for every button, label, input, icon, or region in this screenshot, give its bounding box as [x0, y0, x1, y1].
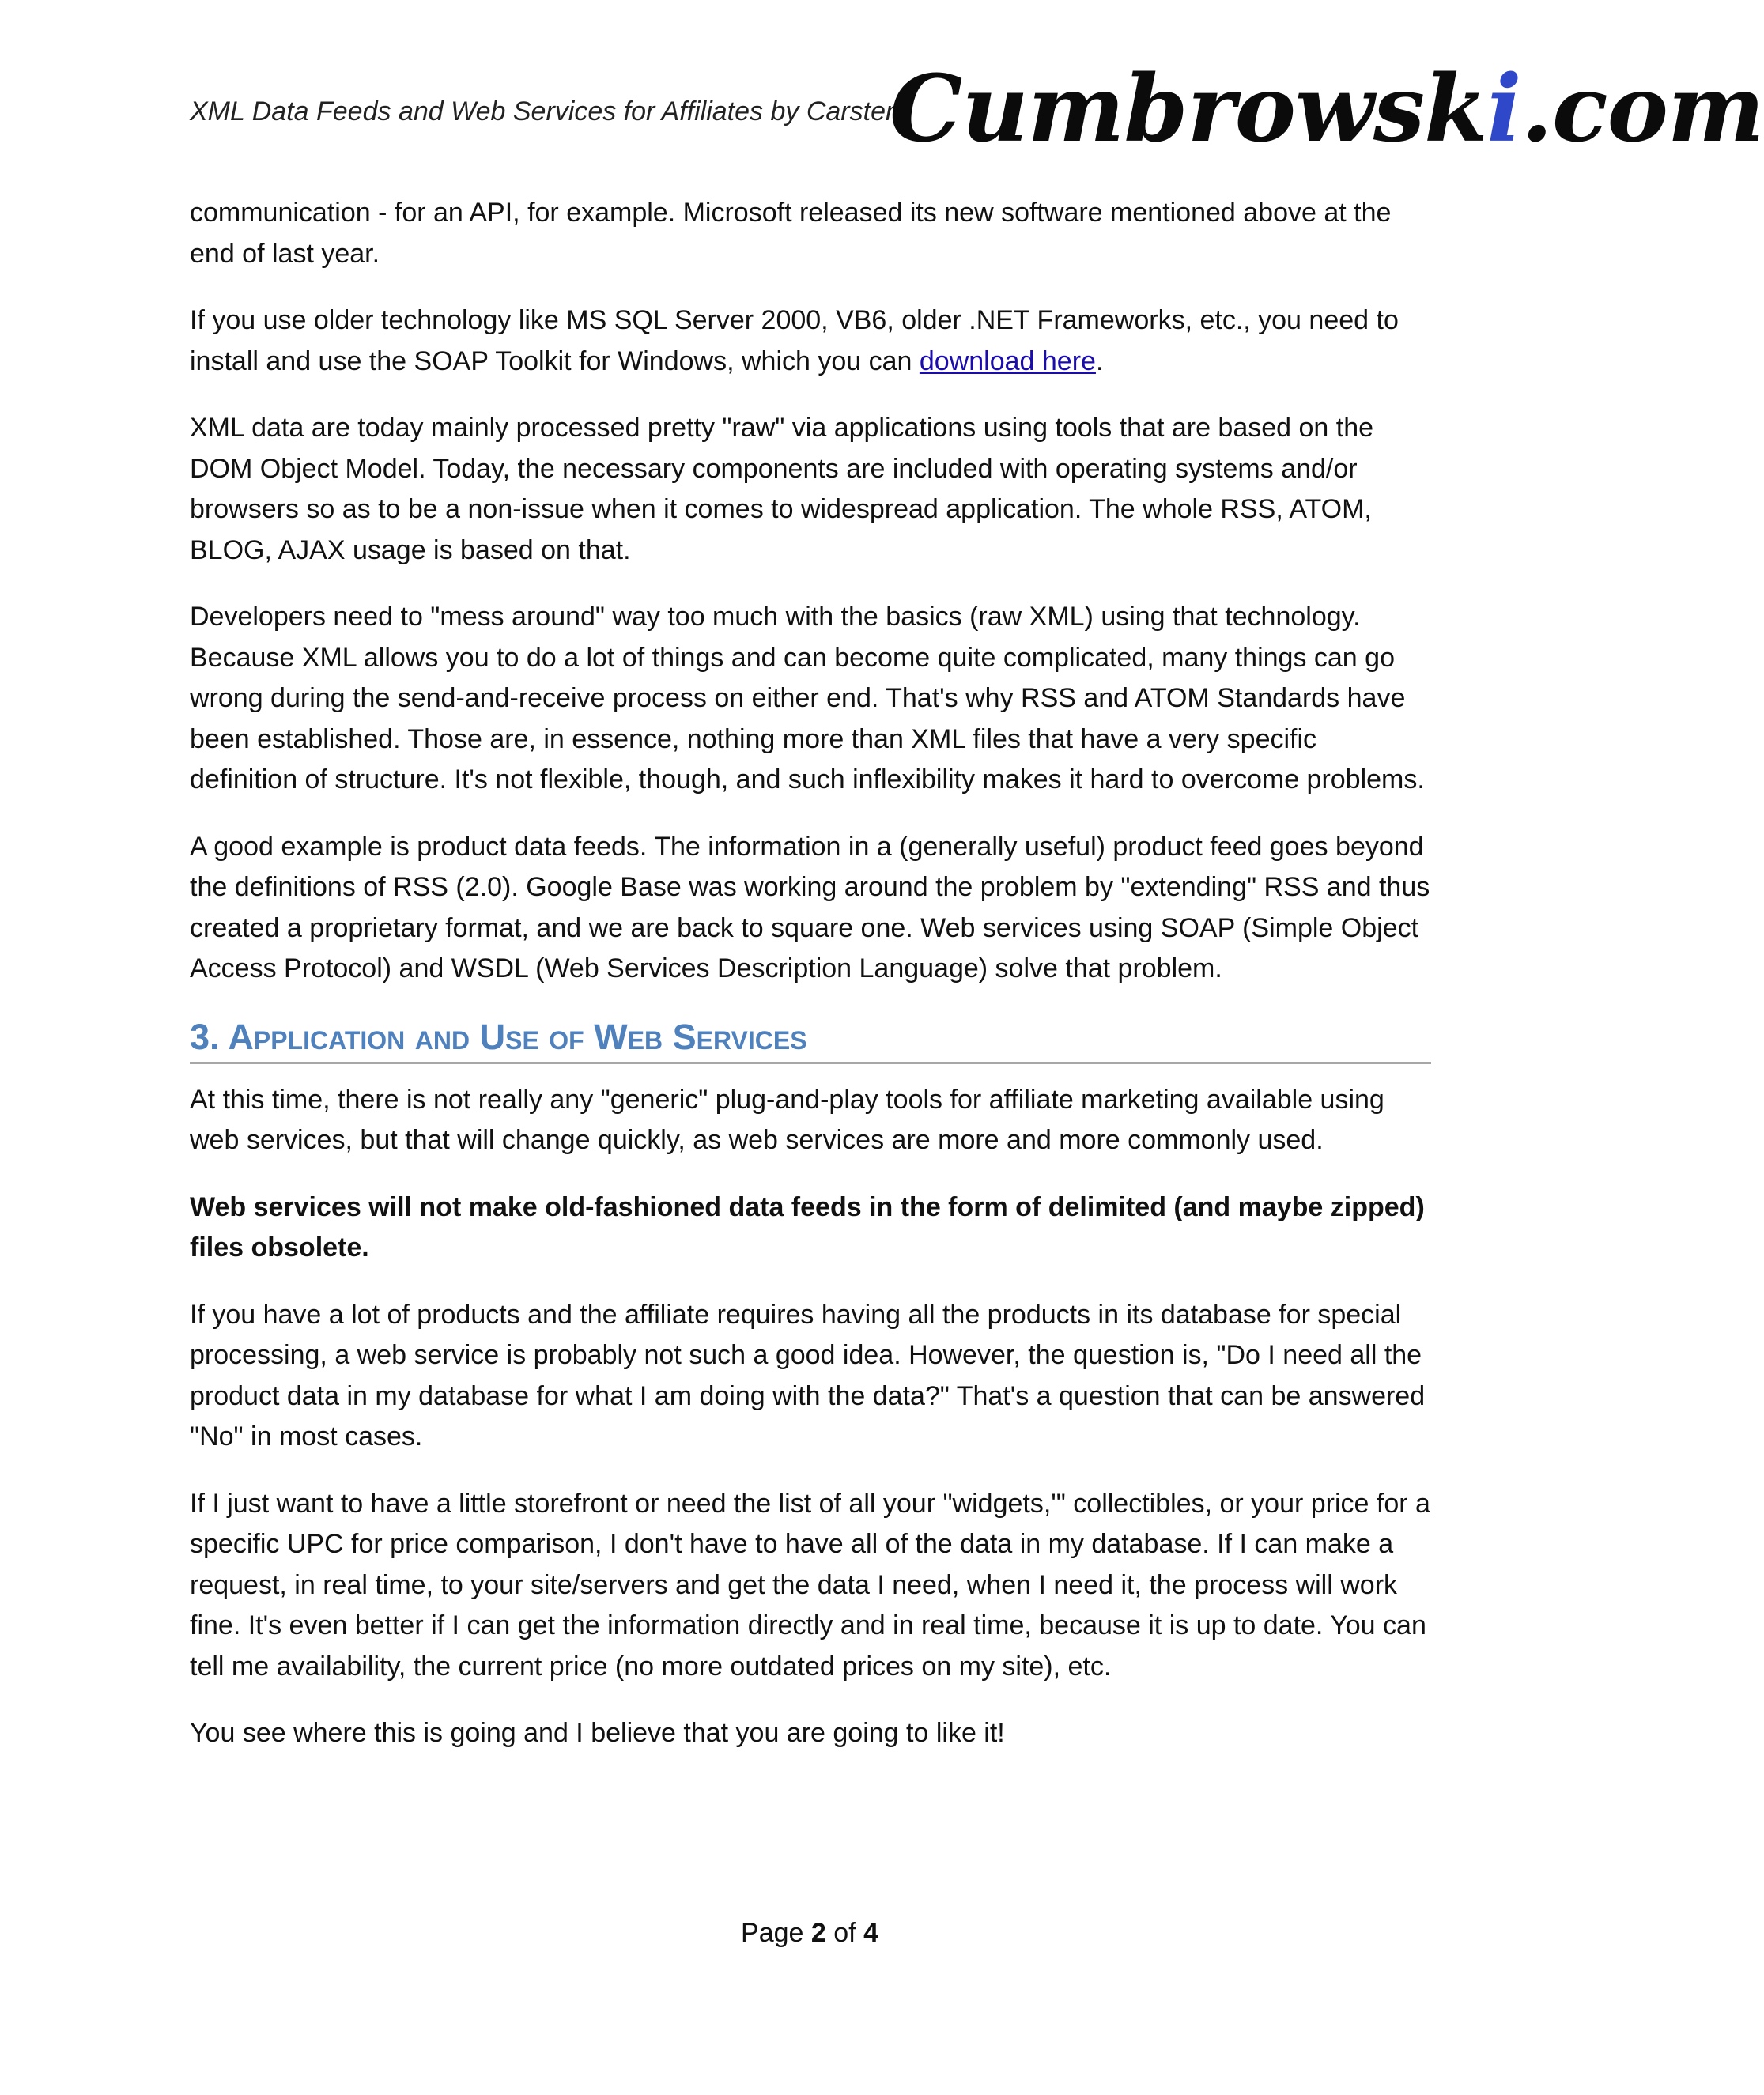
paragraph-product-feeds: A good example is product data feeds. The information in a (generally useful) product feed goes beyond the definitions of RSS (2.0). Google Base was working around the problem by "extending" RSS and thus created a proprietary format, and we are back to square one. Web services using SOAP (Simple Object Access Protocol) and WSDL (Web Services Description Language) solve that problem. — [190, 831, 1430, 983]
paragraph-mess-around: Developers need to "mess around" way too much with the basics (raw XML) using that technology. Because XML allows you to do a lot of things and can become quite complicated, many things can go wrong during the send-and-receive process on either end. That's why RSS and ATOM Standards have been established. Those are, in essence, nothing more than XML files that have a very specific definition of structure. It's not flexible, though, and such inflexibility makes it hard to overcome problems. — [190, 602, 1425, 795]
total-pages-number: 4 — [863, 1918, 878, 1948]
cumbrowski-logo — [890, 55, 1764, 163]
page-header — [190, 55, 1764, 166]
paragraph-xml-raw: XML data are today mainly processed pretty "raw" via applications using tools that are based on the DOM Object Model. Today, the necessary components are included with operating systems and/or browsers so as to be a non-issue when it comes to widespread application. The whole RSS, ATOM, BLOG, AJAX usage is based on that. — [190, 413, 1374, 565]
paragraph-not-obsolete: Web services will not make old-fashioned data feeds in the form of delimited (and maybe zipped) files obsolete. — [190, 1191, 1425, 1263]
paragraph-api-communication: communication - for an API, for example. Microsoft released its new software mentioned above at the end of last year. — [190, 198, 1392, 269]
page-word: Page — [741, 1918, 804, 1948]
download-here-link[interactable]: download here — [919, 345, 1096, 376]
of-word: of — [833, 1918, 856, 1948]
page-body — [190, 193, 1431, 1780]
paragraph-lot-of-products: If you have a lot of products and the affiliate requires having all the products in its database for special processing, a web service is probably not such a good idea. However, the question is, "Do I need all the product data in my database for what I am doing with the data?" That's a question that can be answered "No" in most cases. — [190, 1299, 1426, 1451]
paragraph-soap-toolkit — [190, 300, 1431, 382]
logo-text-pre: Cumbrowsk — [890, 55, 1487, 163]
soap-toolkit-text: If you use older technology like MS SQL Server 2000, VB6, older .NET Frameworks, etc., you need to install and use the SOAP Toolkit for Windows, which you can — [190, 305, 1399, 376]
current-page-number: 2 — [810, 1918, 826, 1948]
logo-text-i: i — [1486, 55, 1521, 163]
paragraph-closing: You see where this is going and I believe that you are going to like it! — [190, 1718, 1005, 1748]
paragraph-storefront: If I just want to have a little storefront or need the list of all your "widgets,'" collectibles, or your price for a specific UPC for price comparison, I don't have to have all of the data in my database. If I can make a request, in real time, to your site/servers and get the data I need, when I need it, the process will work fine. It's even better if I can get the information directly and in real time, because it is up to date. You can tell me availability, the current price (no more outdated prices on my site), etc. — [190, 1488, 1430, 1682]
soap-toolkit-text-end: . — [1095, 345, 1104, 376]
page-footer — [0, 1918, 1619, 1949]
logo-text-post: .com — [1520, 55, 1764, 163]
section-heading: 3. Application and Use of Web Services — [190, 1016, 1431, 1064]
paragraph-generic-tools: At this time, there is not really any "generic" plug-and-play tools for affiliate marketing available using web services, but that will change quickly, as web services are more and more commonly used. — [190, 1084, 1384, 1155]
running-title: XML Data Feeds and Web Services for Affiliates by Carsten — [190, 96, 901, 126]
